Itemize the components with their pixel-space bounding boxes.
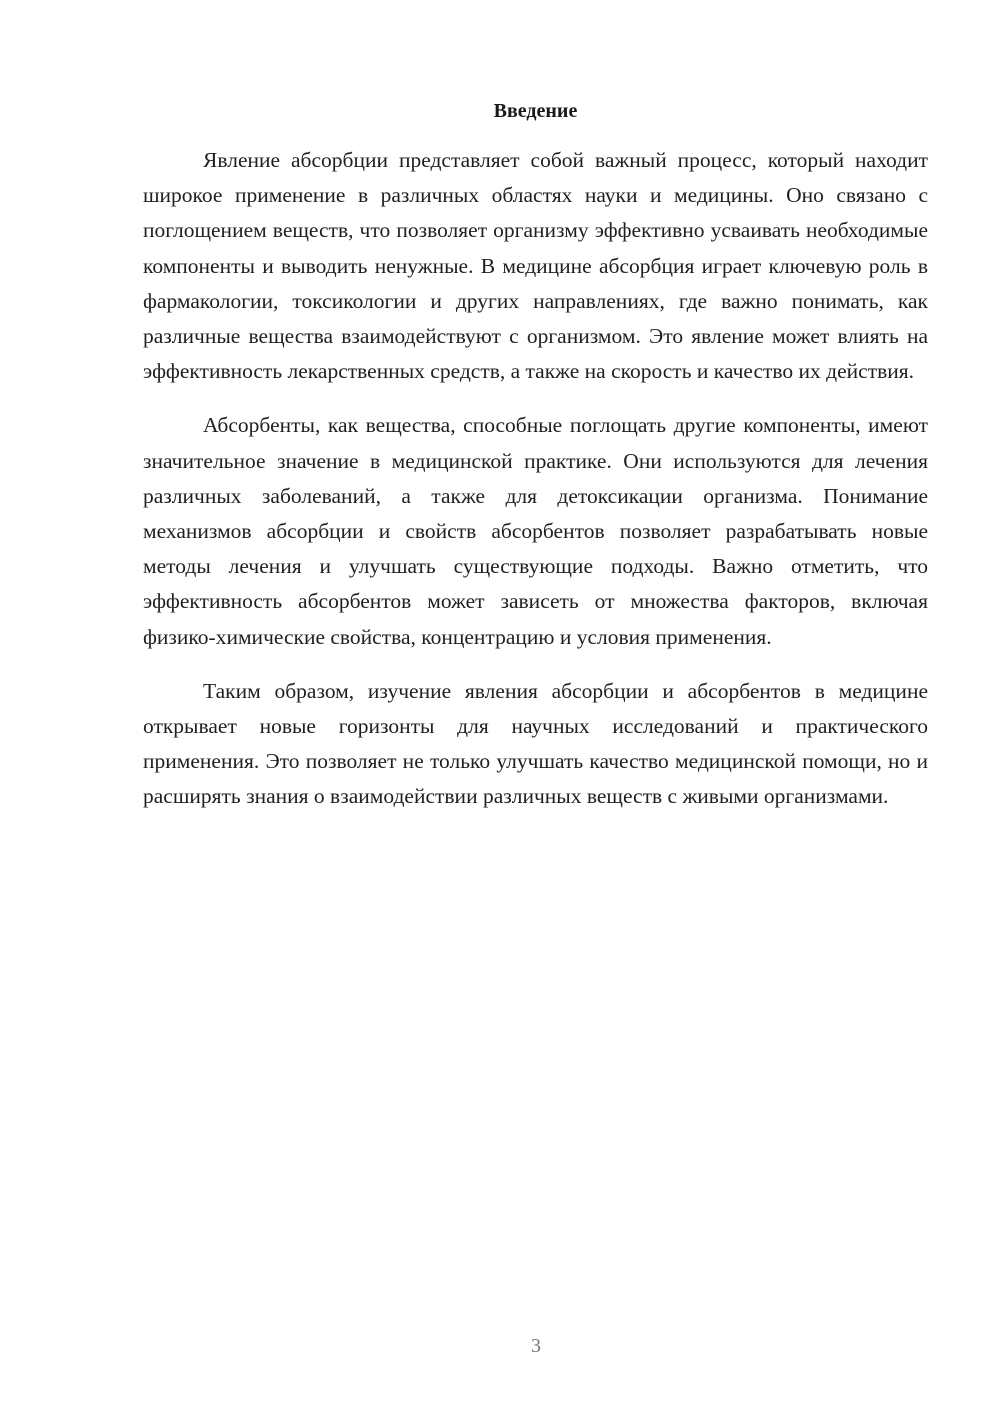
page-number: 3 — [531, 1335, 541, 1357]
section-title: Введение — [493, 100, 578, 122]
paragraph-3: Таким образом, изучение явления абсорбции и абсорбентов в медицине открывает новые горизонты для научных исследований и практического применения. Это позволяет не только улучшать качество медицинской помощи, но и расширять знания о взаимодействии различных веществ с живыми организмами. — [143, 678, 928, 809]
paragraph-1: Явление абсорбции представляет собой важный процесс, который находит широкое применение в различных областях науки и медицины. Оно связано с поглощением веществ, что позволяет организму эффективно усваивать необходимые компоненты и выводить ненужные. В медицине абсорбция играет ключевую роль в фармакологии, токсикологии и других направлениях, где важно понимать, как различные вещества взаимодействуют с организмом. Это явление может влиять на эффективность лекарственных средств, а также на скорость и качество их действия. — [143, 148, 928, 384]
document-body — [143, 143, 928, 834]
paragraph-2: Абсорбенты, как вещества, способные поглощать другие компоненты, имеют значительное значение в медицинской практике. Они используются для лечения различных заболеваний, а также для детоксикации организма. Понимание механизмов абсорбции и свойств абсорбентов позволяет разрабатывать новые методы лечения и улучшать существующие подходы. Важно отметить, что эффективность абсорбентов может зависеть от множества факторов, включая физико-химические свойства, концентрацию и условия применения. — [143, 413, 928, 649]
